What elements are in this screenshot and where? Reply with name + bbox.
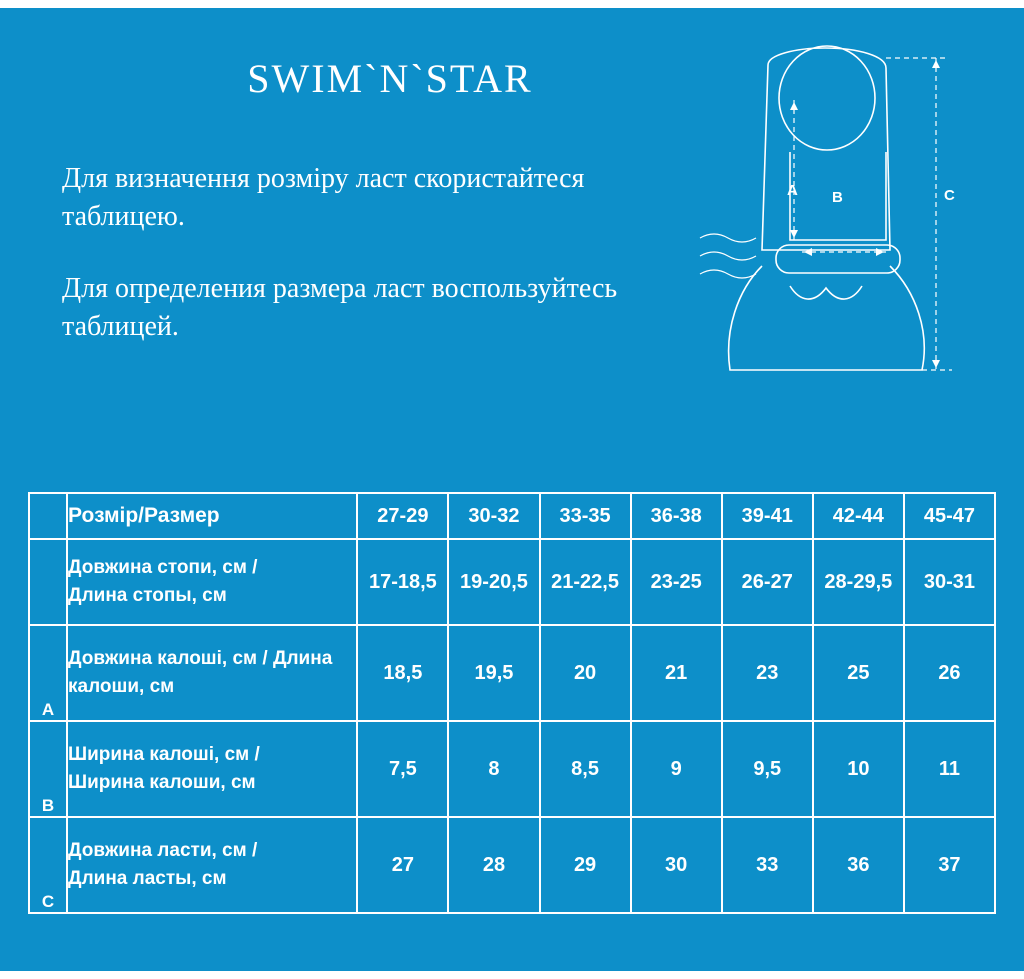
row-value: 29: [540, 817, 631, 913]
row-value: 27: [357, 817, 448, 913]
row-label: [67, 817, 357, 913]
row-value: 21: [631, 625, 722, 721]
row-value: 25: [813, 625, 904, 721]
table-row: [29, 539, 995, 625]
row-label-line1: Довжина ласти, см /: [68, 840, 258, 862]
header-size-0: 27-29: [357, 493, 448, 539]
row-label: [67, 539, 357, 625]
row-label-line1: Ширина калоші, см /: [68, 744, 260, 766]
row-label-line2: Длина ласты, см: [68, 868, 227, 889]
row-letter-b: B: [29, 721, 67, 817]
row-letter-cell: [29, 539, 67, 625]
row-value: 23-25: [631, 539, 722, 625]
diagram-label-b: B: [832, 189, 843, 206]
row-value: 21-22,5: [540, 539, 631, 625]
intro-text: [62, 160, 622, 346]
table-header-row: [29, 493, 995, 539]
row-value: 30-31: [904, 539, 995, 625]
row-value: 28: [448, 817, 539, 913]
row-value: 7,5: [357, 721, 448, 817]
header-size-label: Розмір/Размер: [67, 493, 357, 539]
bottom-divider: [0, 971, 1024, 979]
diagram-label-a: A: [787, 182, 798, 199]
row-letter-a: A: [29, 625, 67, 721]
intro-line-uk: Для визначення розміру ласт скористайтеся таблицею.: [62, 163, 585, 233]
row-value: 17-18,5: [357, 539, 448, 625]
row-value: 23: [722, 625, 813, 721]
table-row: [29, 721, 995, 817]
header-size-1: 30-32: [448, 493, 539, 539]
row-value: 11: [904, 721, 995, 817]
size-table: [28, 492, 996, 914]
row-value: 26-27: [722, 539, 813, 625]
table-row: [29, 817, 995, 913]
header-size-2: 33-35: [540, 493, 631, 539]
table-row: [29, 625, 995, 721]
row-label-line2: Длина стопы, см: [68, 585, 227, 606]
header-size-6: 45-47: [904, 493, 995, 539]
row-value: 30: [631, 817, 722, 913]
top-divider: [0, 0, 1024, 8]
row-value: 10: [813, 721, 904, 817]
size-table-container: [28, 492, 996, 914]
brand-title: SWIM`N`STAR: [247, 56, 533, 101]
row-label-line2: калоши, см: [68, 676, 175, 697]
row-value: 37: [904, 817, 995, 913]
row-label-line1: Довжина калоші, см / Длина: [68, 648, 333, 670]
row-value: 8,5: [540, 721, 631, 817]
diagram-label-c: C: [944, 187, 955, 204]
row-letter-c: C: [29, 817, 67, 913]
fin-measurement-diagram: [690, 40, 990, 380]
row-label-line2: Ширина калоши, см: [68, 772, 256, 793]
row-value: 36: [813, 817, 904, 913]
header-size-4: 39-41: [722, 493, 813, 539]
row-label: [67, 625, 357, 721]
header-size-3: 36-38: [631, 493, 722, 539]
row-value: 33: [722, 817, 813, 913]
header-corner-cell: [29, 493, 67, 539]
row-label: [67, 721, 357, 817]
row-value: 19,5: [448, 625, 539, 721]
row-value: 9,5: [722, 721, 813, 817]
row-label-line1: Довжина стопи, см /: [68, 557, 258, 579]
row-value: 19-20,5: [448, 539, 539, 625]
row-value: 26: [904, 625, 995, 721]
intro-line-ru: Для определения размера ласт воспользуйтесь таблицей.: [62, 273, 618, 343]
row-value: 8: [448, 721, 539, 817]
row-value: 20: [540, 625, 631, 721]
row-value: 18,5: [357, 625, 448, 721]
row-value: 9: [631, 721, 722, 817]
row-value: 28-29,5: [813, 539, 904, 625]
header-size-5: 42-44: [813, 493, 904, 539]
